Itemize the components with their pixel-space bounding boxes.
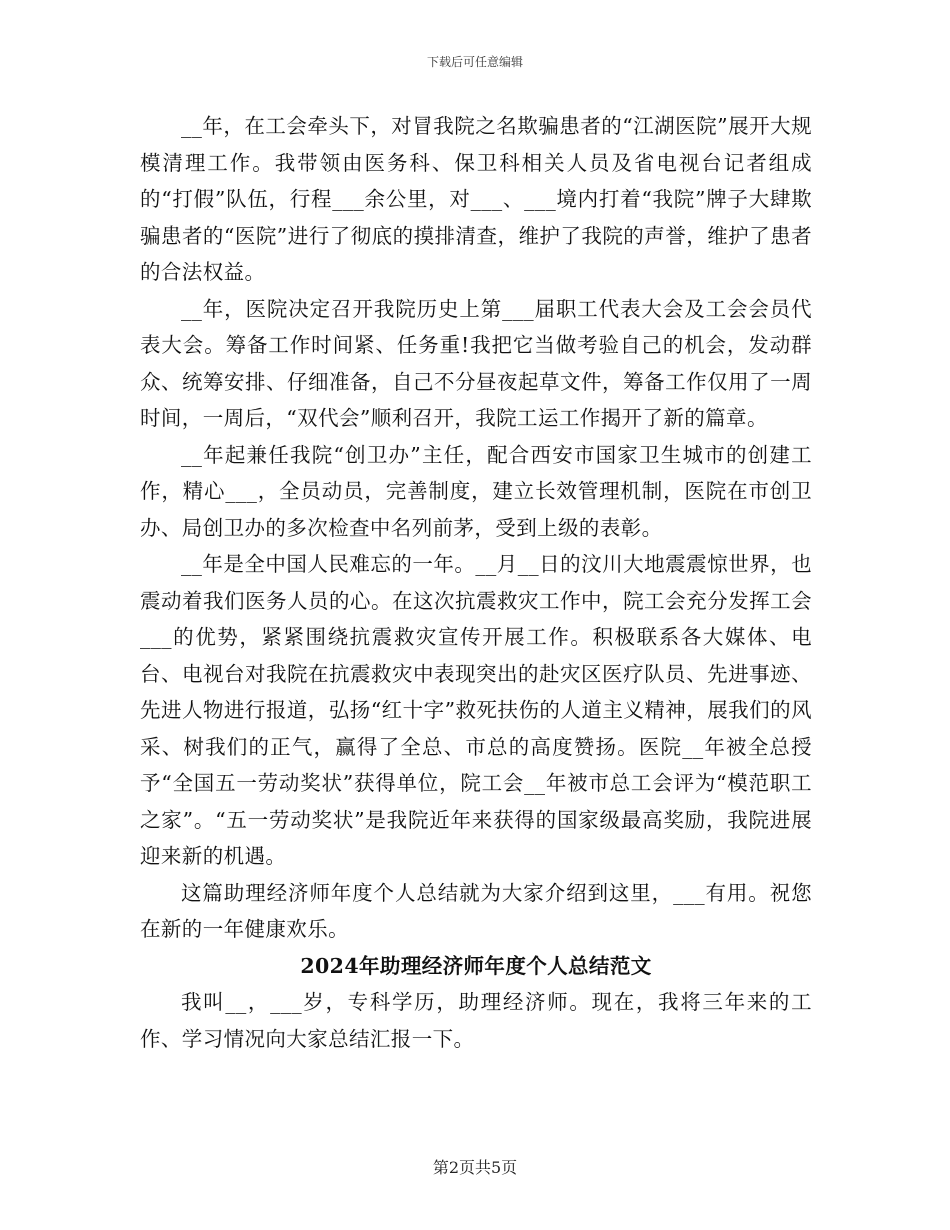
header-note: 下载后可任意编辑	[426, 55, 523, 69]
document-body	[140, 108, 812, 1057]
paragraph: __年，在工会牵头下，对冒我院之名欺骗患者的“江湖医院”展开大规模清理工作。我带领由医务科、保卫科相关人员及省电视台记者组成的“打假”队伍，行程___余公里，对___、___境内打着“我院”牌子大肆欺骗患者的“医院”进行了彻底的摸排清查，维护了我院的声誉，维护了患者的合法权益。	[140, 114, 812, 284]
paragraph: __年，医院决定召开我院历史上第___届职工代表大会及工会会员代表大会。筹备工作时间紧、任务重!我把它当做考验自己的机会，发动群众、统筹安排、仔细准备，自己不分昼夜起草文件，筹备工作仅用了一周时间，一周后，“双代会”顺利召开，我院工运工作揭开了新的篇章。	[140, 296, 812, 430]
section-title: 2024年助理经济师年度个人总结范文	[300, 953, 652, 978]
page-number: 第2页共5页	[432, 1158, 518, 1177]
paragraph: __年是全中国人民难忘的一年。__月__日的汶川大地震震惊世界，也震动着我们医务人员的心。在这次抗震救灾工作中，院工会充分发挥工会___的优势，紧紧围绕抗震救灾宣传开展工作。积极联系各大媒体、电台、电视台对我院在抗震救灾中表现突出的赴灾区医疗队员、先进事迹、先进人物进行报道，弘扬“红十字”救死扶伤的人道主义精神，展我们的风采、树我们的正气，赢得了全总、市总的高度赞扬。医院__年被全总授予“全国五一劳动奖状”获得单位，院工会__年被市总工会评为“模范职工之家”。“五一劳动奖状”是我院近年来获得的国家级最高奖励，我院进展迎来新的机遇。	[140, 552, 812, 868]
paragraph: __年起兼任我院“创卫办”主任，配合西安市国家卫生城市的创建工作，精心___，全员动员，完善制度，建立长效管理机制，医院在市创卫办、局创卫办的多次检查中名列前茅，受到上级的表彰。	[140, 442, 812, 540]
paragraph: 我叫__，___岁，专科学历，助理经济师。现在，我将三年来的工作、学习情况向大家总结汇报一下。	[140, 990, 812, 1051]
paragraph: 这篇助理经济师年度个人总结就为大家介绍到这里，___有用。祝您在新的一年健康欢乐。	[140, 880, 812, 941]
